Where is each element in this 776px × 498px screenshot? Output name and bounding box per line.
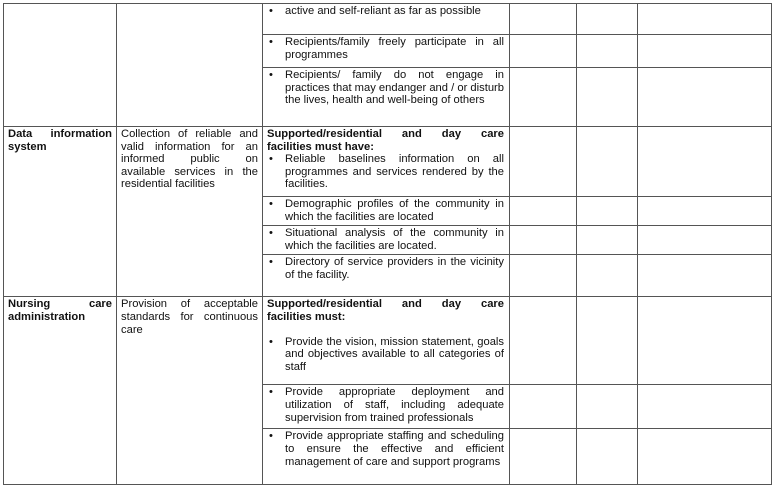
empty-cell (638, 429, 772, 485)
empty-cell (638, 297, 772, 385)
empty-cell (510, 255, 577, 297)
empty-cell (510, 297, 577, 385)
empty-cell (638, 255, 772, 297)
empty-cell (638, 127, 772, 197)
criteria-text: Provide appropriate deployment and utilization of staff, including adequate supervision from trained professionals (285, 386, 504, 424)
criteria-cell (263, 68, 510, 127)
empty-cell (638, 4, 772, 35)
empty-cell (510, 197, 577, 226)
criteria-cell (263, 127, 510, 197)
empty-cell (577, 255, 638, 297)
bullet-item (267, 36, 504, 61)
bullet-item (267, 227, 504, 252)
criteria-cell (263, 35, 510, 68)
empty-cell (638, 68, 772, 127)
table-row (4, 127, 772, 197)
empty-cell (638, 385, 772, 429)
area-cell (4, 127, 117, 297)
criteria-heading: facilities must have: (267, 140, 374, 153)
criteria-text: Provide appropriate staffing and scheduling to ensure the effective and efficient management of care and support programs (285, 430, 504, 468)
criteria-cell (263, 429, 510, 485)
bullet-item (267, 69, 504, 107)
criteria-cell (263, 197, 510, 226)
criteria-text: Provide the vision, mission statement, goals and objectives available to all categories of staff (285, 335, 504, 373)
criteria-cell (263, 385, 510, 429)
objective-text: Collection of reliable and valid information for an informed public on available services in the residential facilities (121, 128, 258, 191)
empty-cell (510, 429, 577, 485)
empty-cell (510, 385, 577, 429)
standards-table (3, 3, 772, 485)
criteria-text: Reliable baselines information on all programmes and services rendered by the facilities. (285, 153, 504, 191)
empty-cell (510, 68, 577, 127)
area-label: Data information system (8, 128, 112, 153)
empty-cell (638, 197, 772, 226)
empty-cell (510, 127, 577, 197)
objective-cell (117, 297, 263, 485)
bullet-item (267, 153, 504, 191)
empty-cell (577, 297, 638, 385)
objective-cell-empty (117, 4, 263, 127)
bullet-item (267, 430, 504, 468)
bullet-item (267, 256, 504, 281)
empty-cell (577, 35, 638, 68)
area-cell-empty (4, 4, 117, 127)
table-row (4, 297, 772, 385)
criteria-text: Recipients/family freely participate in all programmes (285, 36, 504, 61)
empty-cell (638, 35, 772, 68)
empty-cell (510, 4, 577, 35)
criteria-cell (263, 297, 510, 385)
bullet-item (267, 198, 504, 223)
empty-cell (510, 226, 577, 255)
empty-cell (577, 385, 638, 429)
objective-text: Provision of acceptable standards for continuous care (121, 298, 258, 336)
empty-cell (577, 226, 638, 255)
table-row (4, 4, 772, 35)
area-cell (4, 297, 117, 485)
criteria-text: active and self-reliant as far as possible (285, 5, 481, 17)
empty-cell (577, 4, 638, 35)
empty-cell (577, 127, 638, 197)
empty-cell (577, 68, 638, 127)
criteria-text: Situational analysis of the community in which the facilities are located. (285, 227, 504, 252)
criteria-text: Demographic profiles of the community in which the facilities are located (285, 198, 504, 223)
objective-cell (117, 127, 263, 297)
empty-cell (577, 429, 638, 485)
criteria-text: Recipients/ family do not engage in practices that may endanger and / or disturb the lives, health and well-being of others (285, 69, 504, 107)
criteria-cell (263, 4, 510, 35)
bullet-item (267, 386, 504, 424)
bullet-item (267, 336, 504, 374)
empty-cell (510, 35, 577, 68)
empty-cell (577, 197, 638, 226)
criteria-heading: Supported/residential and day care (267, 298, 504, 311)
criteria-cell (263, 226, 510, 255)
empty-cell (638, 226, 772, 255)
criteria-text: Directory of service providers in the vicinity of the facility. (285, 256, 504, 281)
criteria-cell (263, 255, 510, 297)
area-label: Nursing care administration (8, 298, 112, 323)
criteria-heading: Supported/residential and day care (267, 128, 504, 140)
criteria-heading: facilities must: (267, 310, 346, 323)
